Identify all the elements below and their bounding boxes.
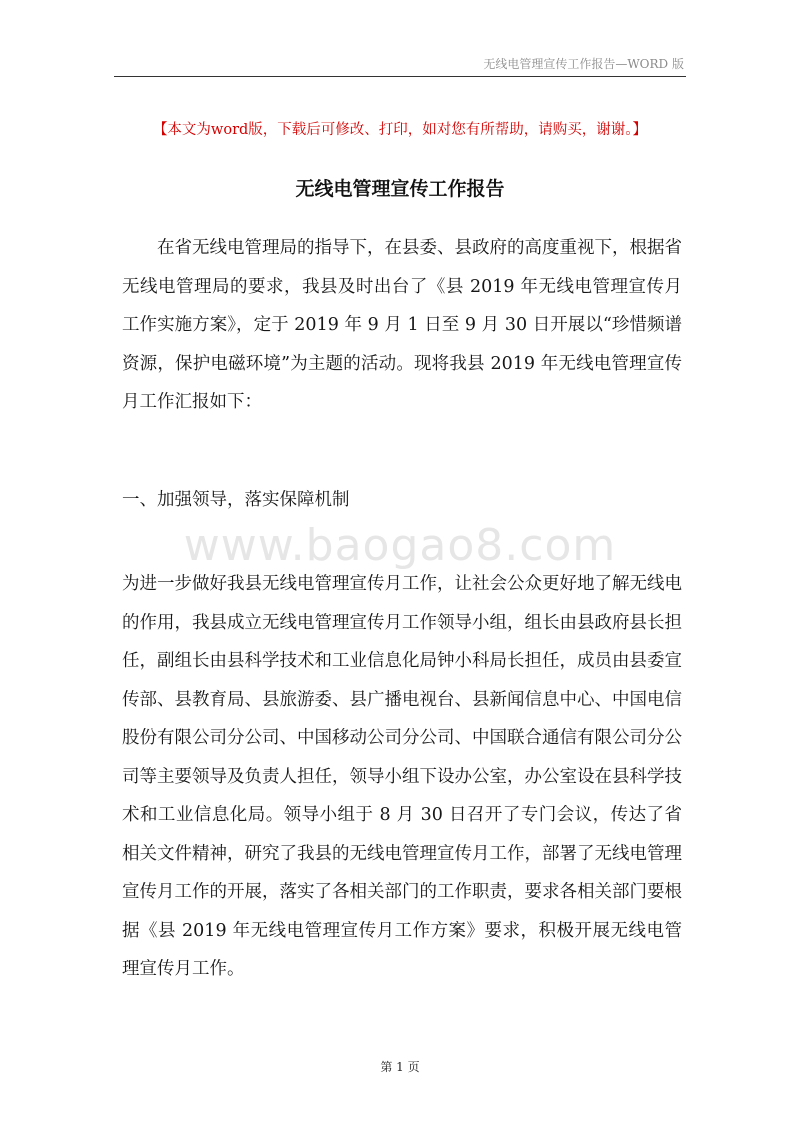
intro-paragraph: 在省无线电管理局的指导下，在县委、县政府的高度重视下，根据省无线电管理局的要求，我县及时出台了《县 2019 年无线电管理宣传月工作实施方案》，定于 2019 年 9 月 1 日至 9 月 30 日开展以“珍惜频谱资源，保护电磁环境”为主题的活动。现将我县 2019 年无线电管理宣传月工作汇报如下： bbox=[122, 238, 682, 412]
purchase-notice: 【本文为word版，下载后可修改、打印，如对您有所帮助，请购买，谢谢。】 bbox=[152, 122, 648, 138]
header-divider bbox=[114, 76, 686, 77]
page-number: 第 1 页 bbox=[380, 1060, 420, 1074]
section-heading: 一、加强领导，落实保障机制 bbox=[122, 490, 350, 510]
document-title: 无线电管理宣传工作报告 bbox=[295, 178, 505, 200]
section-paragraph: 为进一步做好我县无线电管理宣传月工作，让社会公众更好地了解无线电的作用，我县成立无线电管理宣传月工作领导小组，组长由县政府县长担任，副组长由县科学技术和工业信息化局钟小科局长担任，成员由县委宣传部、县教育局、县旅游委、县广播电视台、县新闻信息中心、中国电信股份有限公司分公司、中国移动公司分公司、中国联合通信有限公司分公司等主要领导及负责人担任，领导小组下设办公室，办公室设在县科学技术和工业信息化局。领导小组于 8 月 30 日召开了专门会议，传达了省相关文件精神，研究了我县的无线电管理宣传月工作，部署了无线电管理宣传月工作的开展，落实了各相关部门的工作职责，要求各相关部门要根据《县 2019 年无线电管理宣传月工作方案》要求，积极开展无线电管理宣传月工作。 bbox=[122, 574, 682, 979]
running-header: 无线电管理宣传工作报告—WORD 版 bbox=[483, 57, 684, 71]
watermark: www.baogao8.com bbox=[183, 520, 617, 571]
